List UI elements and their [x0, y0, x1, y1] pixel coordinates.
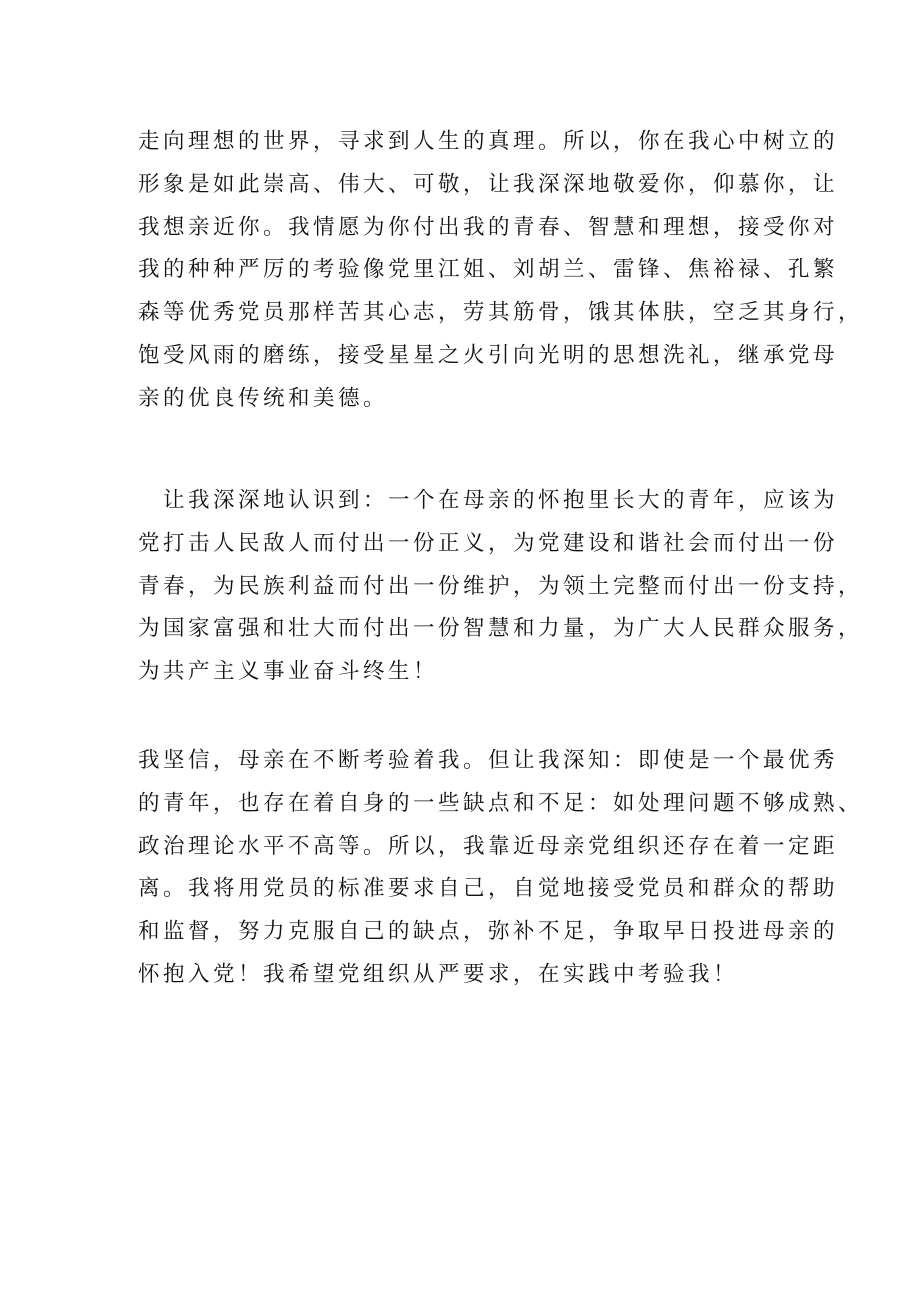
text-line: 为国家富强和壮大而付出一份智慧和力量，为广大人民群众服务， [138, 616, 864, 642]
text-line: 让我深深地认识到：一个在母亲的怀抱里长大的青年，应该为 [138, 488, 839, 513]
text-line: 政治理论水平不高等。所以，我靠近母亲党组织还存在着一定距 [138, 833, 839, 859]
text-line: 青春，为民族利益而付出一份维护，为领土完整而付出一份支持， [138, 573, 864, 599]
text-line: 离。我将用党员的标准要求自己，自觉地接受党员和群众的帮助 [138, 876, 839, 902]
text-line: 我的种种严厉的考验像党里江姐、刘胡兰、雷锋、焦裕禄、孔繁 [138, 257, 839, 283]
paragraph-youth-duty [138, 480, 864, 694]
text-line: 我坚信，母亲在不断考验着我。但让我深知：即使是一个最优秀 [138, 748, 839, 773]
paragraph-self-reflection [138, 740, 864, 997]
text-line: 我想亲近你。我情愿为你付出我的青春、智慧和理想，接受你对 [138, 214, 839, 240]
text-line: 和监督，努力克服自己的缺点，弥补不足，争取早日投进母亲的 [138, 919, 839, 945]
paragraph-ideal-world [138, 121, 864, 421]
text-line: 形象是如此崇高、伟大、可敬，让我深深地敬爱你，仰慕你，让 [138, 171, 839, 197]
text-line: 森等优秀党员那样苦其心志，劳其筋骨，饿其体肤，空乏其身行， [138, 300, 864, 326]
text-line: 党打击人民敌人而付出一份正义，为党建设和谐社会而付出一份 [138, 530, 839, 556]
text-line: 为共产主义事业奋斗终生！ [138, 659, 439, 685]
text-line: 亲的优良传统和美德。 [138, 385, 389, 411]
text-line: 怀抱入党！我希望党组织从严要求，在实践中考验我！ [138, 961, 739, 987]
text-line: 走向理想的世界，寻求到人生的真理。所以，你在我心中树立的 [138, 129, 839, 154]
text-line: 的青年，也存在着自身的一些缺点和不足：如处理问题不够成熟、 [138, 790, 864, 816]
text-line: 饱受风雨的磨练，接受星星之火引向光明的思想洗礼，继承党母 [138, 342, 839, 368]
